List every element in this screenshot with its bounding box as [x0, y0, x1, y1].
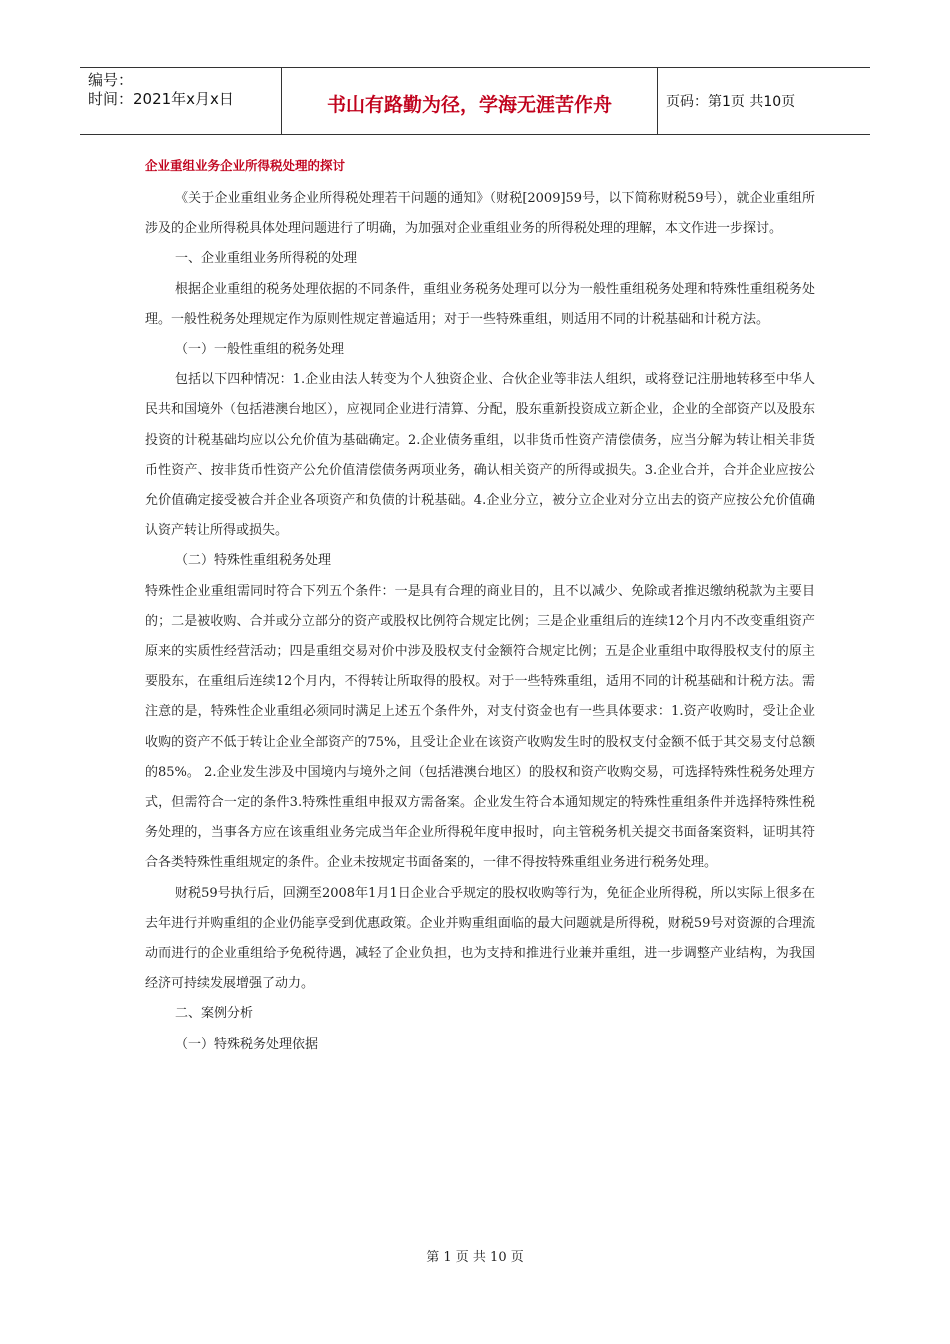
header-motto: 书山有路勤为径，学海无涯苦作舟 [282, 68, 658, 134]
subsection-heading: （一）一般性重组的税务处理 [175, 342, 345, 358]
code-label: 编号： [88, 71, 134, 89]
document-body [145, 157, 815, 1060]
page-header [80, 67, 870, 135]
paragraph: 财税59号执行后，回溯至2008年1月1日企业合乎规定的股权收购等行为，免征企业所得税，所以实际上很多在去年进行并购重组的企业仍能享受到优惠政策。企业并购重组面临的最大问题就是所得税，财税59号对资源的合理流动而进行的企业重组给予免税待遇，减轻了企业负担，也为支持和推进行业兼并重组，进一步调整产业结构，为我国经济可持续发展增强了动力。 [145, 885, 815, 992]
paragraph: 特殊性企业重组需同时符合下列五个条件：一是具有合理的商业目的，且不以减少、免除或者推迟缴纳税款为主要目的；二是被收购、合并或分立部分的资产或股权比例符合规定比例；三是企业重组后的连续12个月内不改变重组资产原来的实质性经营活动；四是重组交易对价中涉及股权支付金额符合规定比例；五是企业重组中取得股权支付的原主要股东，在重组后连续12个月内，不得转让所取得的股权。对于一些特殊重组，适用不同的计税基础和计税方法。需注意的是，特殊性企业重组必须同时满足上述五个条件外，对支付资金也有一些具体要求：1.资产收购时，受让企业收购的资产不低于转让企业全部资产的75%，且受让企业在该资产收购发生时的股权支付金额不低于其交易支付总额的85%。 2.企业发生涉及中国境内与境外之间（包括港澳台地区）的股权和资产收购交易，可选择特殊性税务处理方式，但需符合一定的条件3.特殊性重组申报双方需备案。企业发生符合本通知规定的特殊性重组条件并选择特殊性税务处理的，当事各方应在该重组业务完成当年企业所得税年度申报时，向主管税务机关提交书面备案资料，证明其符合各类特殊性重组规定的条件。企业未按规定书面备案的，一律不得按特殊重组业务进行税务处理。 [145, 583, 815, 871]
document-title: 企业重组业务企业所得税处理的探讨 [145, 158, 346, 173]
section-heading: 二、案例分析 [175, 1006, 254, 1022]
section-heading: 一、企业重组业务所得税的处理 [175, 251, 358, 267]
header-meta [80, 68, 282, 134]
paragraph: 《关于企业重组业务企业所得税处理若干问题的通知》（财税[2009]59号，以下简称财税59号），就企业重组所涉及的企业所得税具体处理问题进行了明确，为加强对企业重组业务的所得税处理的理解，本文作进一步探讨。 [145, 191, 815, 237]
header-page-info: 页码：第1页 共10页 [666, 94, 796, 110]
date-label: 时间：2021年x月x日 [88, 90, 234, 108]
paragraph: 包括以下四种情况：1.企业由法人转变为个人独资企业、合伙企业等非法人组织，或将登记注册地转移至中华人民共和国境外（包括港澳台地区），应视同企业进行清算、分配，股东重新投资成立新企业，企业的全部资产以及股东投资的计税基础均应以公允价值为基础确定。2.企业债务重组，以非货币性资产清偿债务，应当分解为转让相关非货币性资产、按非货币性资产公允价值清偿债务两项业务，确认相关资产的所得或损失。3.企业合并，合并企业应按公允价值确定接受被合并企业各项资产和负债的计税基础。4.企业分立，被分立企业对分立出去的资产应按公允价值确认资产转让所得或损失。 [145, 372, 815, 539]
page-footer: 第 1 页 共 10 页 [426, 1250, 524, 1265]
subsection-heading: （二）特殊性重组税务处理 [175, 553, 332, 569]
paragraph: 根据企业重组的税务处理依据的不同条件，重组业务税务处理可以分为一般性重组税务处理和特殊性重组税务处理。一般性税务处理规定作为原则性规定普遍适用；对于一些特殊重组，则适用不同的计税基础和计税方法。 [145, 281, 815, 327]
subsection-heading: （一）特殊税务处理依据 [175, 1036, 319, 1052]
